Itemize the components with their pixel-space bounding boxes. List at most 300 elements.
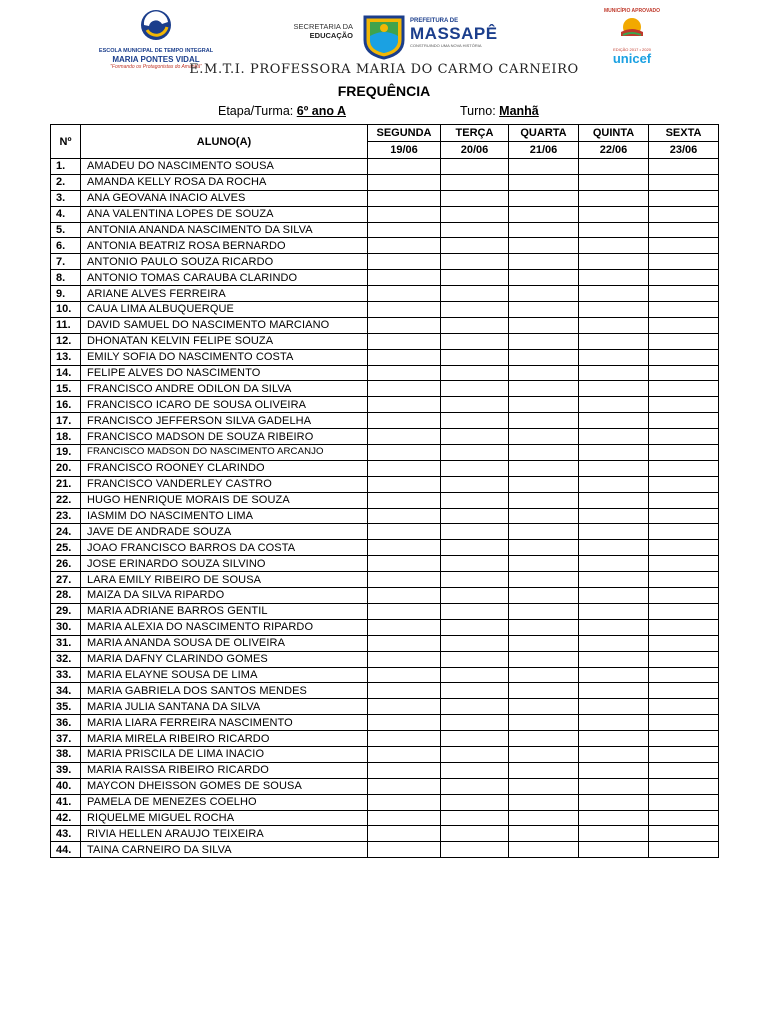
attendance-cell[interactable]	[368, 715, 441, 731]
attendance-cell[interactable]	[368, 746, 441, 762]
student-number: 9.	[51, 286, 81, 302]
attendance-cell[interactable]	[509, 254, 579, 270]
student-number: 32.	[51, 651, 81, 667]
attendance-cell[interactable]	[509, 810, 579, 826]
attendance-cell[interactable]	[649, 667, 719, 683]
col-date-header: 22/06	[579, 142, 649, 159]
student-number: 8.	[51, 270, 81, 286]
attendance-cell[interactable]	[368, 365, 441, 381]
attendance-cell[interactable]	[509, 238, 579, 254]
massape-shield-icon	[362, 14, 406, 60]
student-number: 15.	[51, 381, 81, 397]
student-number: 40.	[51, 778, 81, 794]
attendance-cell[interactable]	[368, 492, 441, 508]
attendance-cell[interactable]	[649, 254, 719, 270]
student-number: 29.	[51, 603, 81, 619]
school-name: E.M.T.I. PROFESSORA MARIA DO CARMO CARNEIRO	[189, 62, 579, 77]
table-row	[51, 556, 719, 572]
attendance-cell[interactable]	[579, 429, 649, 445]
table-row	[51, 508, 719, 524]
page-title: FREQUÊNCIA	[337, 83, 431, 99]
attendance-cell[interactable]	[649, 286, 719, 302]
attendance-cell[interactable]	[509, 270, 579, 286]
attendance-cell[interactable]	[509, 333, 579, 349]
student-name: MAIZA DA SILVA RIPARDO	[81, 588, 368, 604]
attendance-cell[interactable]	[649, 349, 719, 365]
attendance-cell[interactable]	[579, 540, 649, 556]
attendance-cell[interactable]	[649, 317, 719, 333]
attendance-cell[interactable]	[368, 810, 441, 826]
student-name: FRANCISCO VANDERLEY CASTRO	[81, 476, 368, 492]
attendance-cell[interactable]	[368, 603, 441, 619]
attendance-cell[interactable]	[509, 699, 579, 715]
attendance-cell[interactable]	[441, 349, 509, 365]
attendance-cell[interactable]	[579, 746, 649, 762]
attendance-cell[interactable]	[649, 683, 719, 699]
attendance-cell[interactable]	[441, 222, 509, 238]
attendance-cell[interactable]	[441, 699, 509, 715]
attendance-cell[interactable]	[368, 238, 441, 254]
attendance-cell[interactable]	[649, 619, 719, 635]
col-num-header: Nº	[51, 125, 81, 159]
attendance-cell[interactable]	[368, 683, 441, 699]
attendance-cell[interactable]	[441, 317, 509, 333]
school-logo-line1: ESCOLA MUNICIPAL DE TEMPO INTEGRAL	[98, 48, 214, 54]
attendance-cell[interactable]	[441, 635, 509, 651]
student-number: 4.	[51, 206, 81, 222]
student-name: DAVID SAMUEL DO NASCIMENTO MARCIANO	[81, 317, 368, 333]
attendance-cell[interactable]	[509, 174, 579, 190]
student-name: MAYCON DHEISSON GOMES DE SOUSA	[81, 778, 368, 794]
attendance-cell[interactable]	[579, 445, 649, 461]
student-number: 25.	[51, 540, 81, 556]
attendance-cell[interactable]	[368, 460, 441, 476]
attendance-cell[interactable]	[579, 174, 649, 190]
attendance-cell[interactable]	[649, 397, 719, 413]
table-row	[51, 635, 719, 651]
table-row	[51, 445, 719, 461]
attendance-cell[interactable]	[509, 603, 579, 619]
attendance-cell[interactable]	[509, 556, 579, 572]
table-row	[51, 619, 719, 635]
attendance-cell[interactable]	[509, 317, 579, 333]
attendance-cell[interactable]	[368, 826, 441, 842]
student-name: ANTONIO PAULO SOUZA RICARDO	[81, 254, 368, 270]
attendance-cell[interactable]	[441, 667, 509, 683]
table-header-row	[51, 125, 719, 142]
attendance-cell[interactable]	[368, 397, 441, 413]
student-name: IASMIM DO NASCIMENTO LIMA	[81, 508, 368, 524]
attendance-cell[interactable]	[441, 826, 509, 842]
attendance-cell[interactable]	[368, 413, 441, 429]
student-number: 3.	[51, 190, 81, 206]
student-name: MARIA ADRIANE BARROS GENTIL	[81, 603, 368, 619]
attendance-cell[interactable]	[509, 635, 579, 651]
unicef-logo: unicef	[612, 51, 652, 66]
student-name: FELIPE ALVES DO NASCIMENTO	[81, 365, 368, 381]
attendance-cell[interactable]	[368, 794, 441, 810]
attendance-cell[interactable]	[509, 715, 579, 731]
student-number: 14.	[51, 365, 81, 381]
attendance-cell[interactable]	[441, 524, 509, 540]
attendance-table	[50, 124, 719, 858]
attendance-cell[interactable]	[509, 508, 579, 524]
attendance-cell[interactable]	[579, 731, 649, 747]
attendance-cell[interactable]	[368, 302, 441, 318]
attendance-cell[interactable]	[649, 794, 719, 810]
attendance-cell[interactable]	[509, 794, 579, 810]
attendance-cell[interactable]	[368, 445, 441, 461]
attendance-cell[interactable]	[368, 159, 441, 175]
attendance-cell[interactable]	[579, 476, 649, 492]
attendance-cell[interactable]	[649, 445, 719, 461]
attendance-cell[interactable]	[368, 540, 441, 556]
attendance-cell[interactable]	[441, 619, 509, 635]
attendance-cell[interactable]	[509, 492, 579, 508]
attendance-cell[interactable]	[509, 476, 579, 492]
attendance-cell[interactable]	[579, 397, 649, 413]
student-number: 23.	[51, 508, 81, 524]
attendance-cell[interactable]	[649, 556, 719, 572]
attendance-cell[interactable]	[509, 429, 579, 445]
attendance-cell[interactable]	[441, 572, 509, 588]
attendance-cell[interactable]	[441, 492, 509, 508]
attendance-cell[interactable]	[579, 254, 649, 270]
attendance-cell[interactable]	[649, 826, 719, 842]
attendance-cell[interactable]	[579, 365, 649, 381]
unicef-seal	[600, 8, 664, 68]
attendance-cell[interactable]	[649, 206, 719, 222]
attendance-cell[interactable]	[368, 619, 441, 635]
attendance-cell[interactable]	[649, 270, 719, 286]
student-number: 2.	[51, 174, 81, 190]
turno	[460, 104, 539, 118]
student-name: MARIA GABRIELA DOS SANTOS MENDES	[81, 683, 368, 699]
attendance-cell[interactable]	[579, 222, 649, 238]
student-number: 37.	[51, 731, 81, 747]
attendance-cell[interactable]	[579, 667, 649, 683]
attendance-cell[interactable]	[441, 508, 509, 524]
student-number: 19.	[51, 445, 81, 461]
attendance-cell[interactable]	[509, 445, 579, 461]
student-name: MARIA PRISCILA DE LIMA INACIO	[81, 746, 368, 762]
attendance-cell[interactable]	[441, 413, 509, 429]
attendance-cell[interactable]	[579, 762, 649, 778]
attendance-cell[interactable]	[368, 635, 441, 651]
attendance-cell[interactable]	[368, 317, 441, 333]
attendance-cell[interactable]	[509, 206, 579, 222]
attendance-cell[interactable]	[509, 842, 579, 858]
table-row	[51, 826, 719, 842]
attendance-cell[interactable]	[649, 810, 719, 826]
attendance-cell[interactable]	[579, 715, 649, 731]
student-number: 26.	[51, 556, 81, 572]
attendance-cell[interactable]	[368, 651, 441, 667]
student-rows	[51, 159, 719, 858]
attendance-cell[interactable]	[579, 572, 649, 588]
table-row	[51, 524, 719, 540]
attendance-cell[interactable]	[649, 699, 719, 715]
attendance-cell[interactable]	[368, 206, 441, 222]
attendance-cell[interactable]	[368, 778, 441, 794]
attendance-cell[interactable]	[649, 222, 719, 238]
attendance-cell[interactable]	[579, 190, 649, 206]
table-row	[51, 603, 719, 619]
attendance-cell[interactable]	[649, 159, 719, 175]
table-row	[51, 588, 719, 604]
attendance-cell[interactable]	[579, 810, 649, 826]
student-number: 28.	[51, 588, 81, 604]
attendance-cell[interactable]	[509, 460, 579, 476]
attendance-cell[interactable]	[368, 762, 441, 778]
attendance-cell[interactable]	[649, 381, 719, 397]
attendance-cell[interactable]	[368, 842, 441, 858]
attendance-cell[interactable]	[368, 381, 441, 397]
attendance-cell[interactable]	[649, 540, 719, 556]
col-date-header: 21/06	[509, 142, 579, 159]
attendance-cell[interactable]	[509, 826, 579, 842]
attendance-cell[interactable]	[441, 476, 509, 492]
attendance-cell[interactable]	[509, 286, 579, 302]
attendance-cell[interactable]	[509, 524, 579, 540]
attendance-cell[interactable]	[649, 365, 719, 381]
attendance-cell[interactable]	[441, 540, 509, 556]
attendance-cell[interactable]	[368, 429, 441, 445]
student-number: 24.	[51, 524, 81, 540]
attendance-cell[interactable]	[441, 159, 509, 175]
table-row	[51, 794, 719, 810]
attendance-cell[interactable]	[649, 778, 719, 794]
col-day-header: TERÇA	[441, 125, 509, 142]
attendance-cell[interactable]	[509, 572, 579, 588]
attendance-cell[interactable]	[509, 762, 579, 778]
attendance-cell[interactable]	[579, 460, 649, 476]
attendance-cell[interactable]	[579, 619, 649, 635]
prefeitura-name: MASSAPÊ	[410, 24, 498, 43]
attendance-cell[interactable]	[441, 556, 509, 572]
attendance-cell[interactable]	[368, 174, 441, 190]
attendance-cell[interactable]	[441, 746, 509, 762]
student-name: ANTONIA ANANDA NASCIMENTO DA SILVA	[81, 222, 368, 238]
attendance-cell[interactable]	[368, 270, 441, 286]
turno-value: Manhã	[499, 104, 539, 118]
attendance-cell[interactable]	[441, 302, 509, 318]
col-date-header: 20/06	[441, 142, 509, 159]
student-number: 12.	[51, 333, 81, 349]
attendance-cell[interactable]	[649, 492, 719, 508]
student-number: 5.	[51, 222, 81, 238]
attendance-cell[interactable]	[579, 238, 649, 254]
attendance-cell[interactable]	[649, 746, 719, 762]
attendance-cell[interactable]	[441, 254, 509, 270]
attendance-cell[interactable]	[649, 524, 719, 540]
student-number: 21.	[51, 476, 81, 492]
attendance-cell[interactable]	[509, 683, 579, 699]
etapa-value: 6º ano A	[296, 104, 346, 118]
table-row	[51, 254, 719, 270]
attendance-cell[interactable]	[441, 238, 509, 254]
attendance-cell[interactable]	[579, 778, 649, 794]
attendance-cell[interactable]	[649, 762, 719, 778]
table-row	[51, 397, 719, 413]
attendance-cell[interactable]	[579, 588, 649, 604]
attendance-cell[interactable]	[368, 572, 441, 588]
turno-label: Turno:	[460, 104, 496, 118]
attendance-cell[interactable]	[579, 317, 649, 333]
attendance-cell[interactable]	[509, 222, 579, 238]
table-row	[51, 222, 719, 238]
attendance-cell[interactable]	[579, 206, 649, 222]
attendance-cell[interactable]	[441, 206, 509, 222]
attendance-cell[interactable]	[368, 667, 441, 683]
attendance-cell[interactable]	[649, 508, 719, 524]
attendance-cell[interactable]	[509, 397, 579, 413]
attendance-cell[interactable]	[368, 524, 441, 540]
table-row	[51, 317, 719, 333]
attendance-cell[interactable]	[441, 174, 509, 190]
attendance-cell[interactable]	[509, 365, 579, 381]
attendance-cell[interactable]	[649, 635, 719, 651]
attendance-cell[interactable]	[649, 174, 719, 190]
attendance-cell[interactable]	[579, 381, 649, 397]
table-row	[51, 778, 719, 794]
attendance-cell[interactable]	[509, 381, 579, 397]
attendance-cell[interactable]	[649, 715, 719, 731]
attendance-cell[interactable]	[441, 190, 509, 206]
attendance-cell[interactable]	[649, 190, 719, 206]
attendance-cell[interactable]	[649, 429, 719, 445]
attendance-cell[interactable]	[649, 731, 719, 747]
attendance-cell[interactable]	[441, 381, 509, 397]
attendance-cell[interactable]	[509, 651, 579, 667]
attendance-cell[interactable]	[579, 159, 649, 175]
attendance-cell[interactable]	[579, 302, 649, 318]
attendance-cell[interactable]	[441, 651, 509, 667]
table-row	[51, 206, 719, 222]
attendance-cell[interactable]	[441, 270, 509, 286]
table-row	[51, 333, 719, 349]
attendance-cell[interactable]	[579, 826, 649, 842]
student-number: 38.	[51, 746, 81, 762]
attendance-cell[interactable]	[368, 349, 441, 365]
attendance-cell[interactable]	[649, 603, 719, 619]
attendance-cell[interactable]	[441, 588, 509, 604]
attendance-cell[interactable]	[441, 397, 509, 413]
attendance-cell[interactable]	[649, 413, 719, 429]
attendance-cell[interactable]	[441, 286, 509, 302]
table-row	[51, 667, 719, 683]
attendance-cell[interactable]	[509, 190, 579, 206]
attendance-cell[interactable]	[509, 731, 579, 747]
attendance-cell[interactable]	[368, 333, 441, 349]
attendance-cell[interactable]	[441, 683, 509, 699]
attendance-cell[interactable]	[368, 286, 441, 302]
student-number: 1.	[51, 159, 81, 175]
prefeitura-slogan: CONSTRUINDO UMA NOVA HISTÓRIA	[410, 43, 482, 48]
attendance-cell[interactable]	[368, 254, 441, 270]
attendance-cell[interactable]	[509, 588, 579, 604]
attendance-cell[interactable]	[579, 651, 649, 667]
table-row	[51, 381, 719, 397]
attendance-cell[interactable]	[579, 699, 649, 715]
attendance-cell[interactable]	[649, 842, 719, 858]
attendance-cell[interactable]	[509, 159, 579, 175]
attendance-cell[interactable]	[441, 333, 509, 349]
attendance-cell[interactable]	[649, 460, 719, 476]
attendance-cell[interactable]	[441, 778, 509, 794]
attendance-cell[interactable]	[579, 842, 649, 858]
attendance-cell[interactable]	[441, 429, 509, 445]
attendance-cell[interactable]	[649, 651, 719, 667]
attendance-cell[interactable]	[368, 476, 441, 492]
table-row	[51, 731, 719, 747]
attendance-cell[interactable]	[649, 238, 719, 254]
attendance-cell[interactable]	[368, 588, 441, 604]
attendance-cell[interactable]	[509, 302, 579, 318]
attendance-cell[interactable]	[368, 556, 441, 572]
attendance-cell[interactable]	[509, 667, 579, 683]
attendance-cell[interactable]	[579, 349, 649, 365]
attendance-cell[interactable]	[441, 842, 509, 858]
attendance-cell[interactable]	[579, 635, 649, 651]
attendance-cell[interactable]	[579, 556, 649, 572]
attendance-cell[interactable]	[649, 302, 719, 318]
attendance-cell[interactable]	[509, 778, 579, 794]
attendance-cell[interactable]	[649, 333, 719, 349]
attendance-cell[interactable]	[649, 588, 719, 604]
attendance-cell[interactable]	[368, 699, 441, 715]
attendance-cell[interactable]	[441, 715, 509, 731]
secretaria-logo	[283, 22, 353, 40]
attendance-cell[interactable]	[368, 222, 441, 238]
attendance-cell[interactable]	[579, 683, 649, 699]
attendance-cell[interactable]	[441, 794, 509, 810]
attendance-cell[interactable]	[579, 794, 649, 810]
attendance-cell[interactable]	[441, 603, 509, 619]
attendance-cell[interactable]	[579, 333, 649, 349]
table-row	[51, 572, 719, 588]
col-date-header: 19/06	[368, 142, 441, 159]
table-row	[51, 413, 719, 429]
attendance-cell[interactable]	[579, 508, 649, 524]
attendance-cell[interactable]	[579, 524, 649, 540]
attendance-cell[interactable]	[509, 413, 579, 429]
attendance-cell[interactable]	[441, 365, 509, 381]
attendance-cell[interactable]	[509, 619, 579, 635]
attendance-cell[interactable]	[579, 492, 649, 508]
attendance-cell[interactable]	[579, 270, 649, 286]
student-name: MARIA RAISSA RIBEIRO RICARDO	[81, 762, 368, 778]
attendance-cell[interactable]	[579, 286, 649, 302]
attendance-cell[interactable]	[441, 810, 509, 826]
attendance-cell[interactable]	[509, 540, 579, 556]
attendance-cell[interactable]	[441, 731, 509, 747]
student-name: HUGO HENRIQUE MORAIS DE SOUZA	[81, 492, 368, 508]
attendance-cell[interactable]	[649, 476, 719, 492]
attendance-cell[interactable]	[509, 746, 579, 762]
attendance-cell[interactable]	[441, 445, 509, 461]
attendance-cell[interactable]	[441, 460, 509, 476]
attendance-cell[interactable]	[368, 731, 441, 747]
attendance-cell[interactable]	[649, 572, 719, 588]
attendance-cell[interactable]	[368, 190, 441, 206]
attendance-cell[interactable]	[509, 349, 579, 365]
student-name: ANTONIO TOMAS CARAUBA CLARINDO	[81, 270, 368, 286]
attendance-cell[interactable]	[579, 413, 649, 429]
attendance-cell[interactable]	[368, 508, 441, 524]
attendance-cell[interactable]	[441, 762, 509, 778]
attendance-cell[interactable]	[579, 603, 649, 619]
